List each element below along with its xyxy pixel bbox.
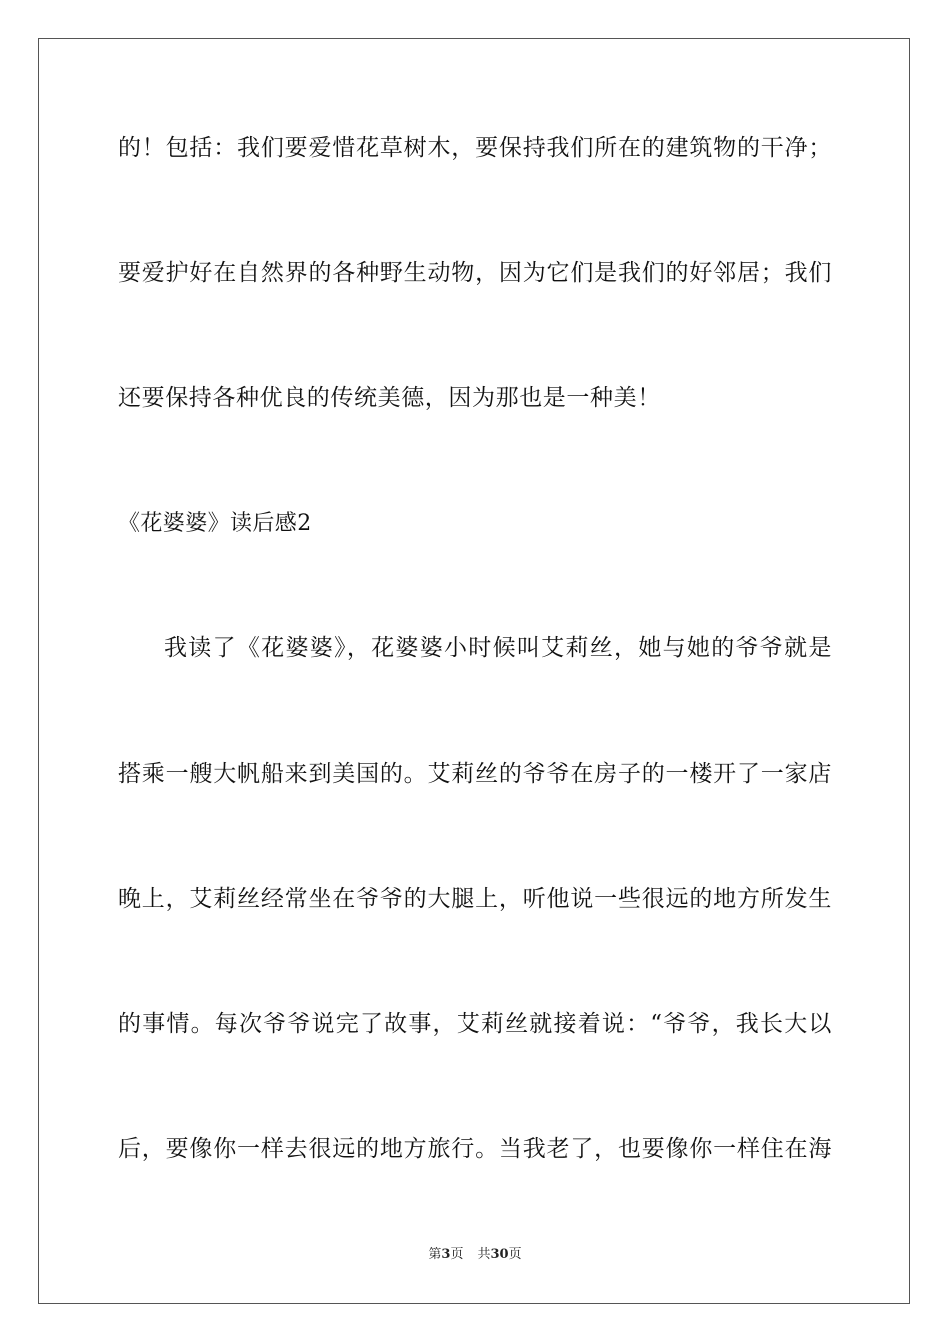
paragraph-line: 搭乘一艘大帆船来到美国的。艾莉丝的爷爷在房子的一楼开了一家店 [118, 761, 832, 787]
paragraph-line: 还要保持各种优良的传统美德，因为那也是一种美！ [118, 385, 661, 411]
page-footer [0, 1246, 950, 1264]
total-label-suffix: 页 [508, 1247, 522, 1262]
paragraph-line: 的事情。每次爷爷说完了故事，艾莉丝就接着说：“爷爷，我长大以 [118, 1011, 832, 1037]
page-label-prefix: 第 [428, 1247, 442, 1262]
total-label-prefix: 共 [477, 1247, 491, 1262]
current-page-number: 3 [441, 1247, 451, 1262]
paragraph-line: 的！包括：我们要爱惜花草树木，要保持我们所在的建筑物的干净； [118, 135, 832, 161]
paragraph-line: 要爱护好在自然界的各种野生动物，因为它们是我们的好邻居；我们 [118, 260, 832, 286]
page-label-suffix: 页 [450, 1247, 464, 1262]
paragraph-line: 晚上，艾莉丝经常坐在爷爷的大腿上，听他说一些很远的地方所发生 [118, 886, 832, 912]
paragraph-line: 后，要像你一样去很远的地方旅行。当我老了，也要像你一样住在海 [118, 1136, 832, 1162]
total-page-count: 30 [490, 1247, 509, 1262]
section-heading: 《花婆婆》读后感2 [118, 511, 312, 536]
page-border [38, 38, 910, 1304]
paragraph-line: 我读了《花婆婆》，花婆婆小时候叫艾莉丝，她与她的爷爷就是 [164, 635, 832, 661]
